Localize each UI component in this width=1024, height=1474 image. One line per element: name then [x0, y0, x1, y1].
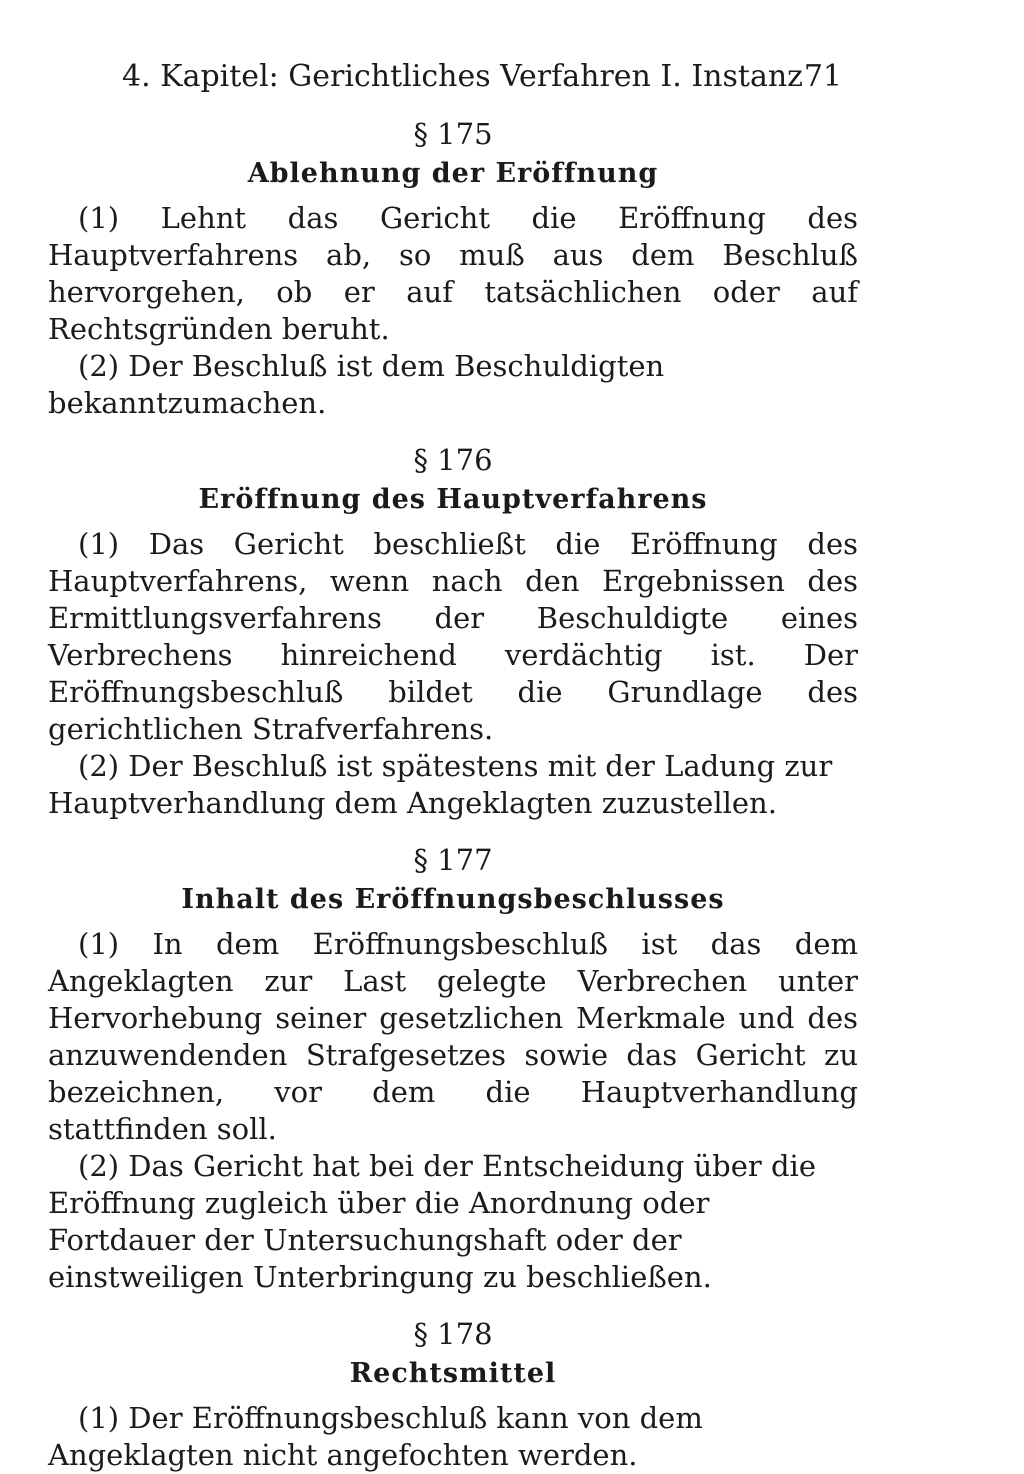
running-header: [48, 50, 858, 104]
paragraph: (2) Der Beschluß ist spätestens mit der Ladung zur Hauptverhandlung dem Angeklagten zuzustellen.: [48, 749, 833, 820]
section-number: § 176: [413, 443, 493, 477]
section-number: § 175: [413, 117, 493, 151]
section-number: § 178: [413, 1317, 493, 1351]
paragraph: (2) Der Beschluß ist dem Beschuldigten bekanntzumachen.: [48, 349, 665, 420]
section-title: Eröffnung des Hauptverfahrens: [198, 484, 708, 515]
section-number: § 177: [413, 843, 493, 877]
section-title: Rechtsmittel: [349, 1358, 557, 1389]
paragraph: (1) Der Eröffnungsbeschluß kann von dem Angeklagten nicht angefochten werden.: [48, 1401, 703, 1472]
paragraph: (1) Das Gericht beschließt die Eröffnung des Hauptverfahrens, wenn nach den Ergebnissen des Ermittlungsverfahrens der Beschuldigte eines Verbrechens hinreichend verdächtig ist. Der Eröffnungsbeschluß bildet die Grundlage des gerichtlichen Strafverfahrens.: [48, 527, 858, 746]
paragraph: (1) In dem Eröffnungsbeschluß ist das dem Angeklagten zur Last gelegte Verbrechen unter Hervorhebung seiner gesetzlichen Merkmale und des anzuwendenden Strafgesetzes sowie das Gericht zu bezeichnen, vor dem die Hauptverhandlung stattfinden soll.: [48, 927, 858, 1146]
section-title: Inhalt des Eröffnungsbeschlusses: [181, 884, 725, 915]
paragraph: (1) Lehnt das Gericht die Eröffnung des Hauptverfahrens ab, so muß aus dem Beschluß hervorgehen, ob er auf tatsächlichen oder auf Rechtsgründen beruht.: [48, 201, 858, 346]
paragraph: (2) Das Gericht hat bei der Entscheidung über die Eröffnung zugleich über die Anordnung oder Fortdauer der Untersuchungshaft oder der einstweiligen Unterbringung zu beschließen.: [48, 1149, 816, 1294]
section-176: [48, 440, 858, 822]
section-177: [48, 840, 858, 1296]
book-page: [48, 50, 858, 1474]
section-175: [48, 114, 858, 422]
chapter-title: 4. Kapitel: Gerichtliches Verfahren I. Instanz: [122, 59, 803, 94]
section-178: [48, 1314, 858, 1474]
page-number: 71: [803, 59, 842, 94]
section-title: Ablehnung der Eröffnung: [247, 158, 659, 189]
